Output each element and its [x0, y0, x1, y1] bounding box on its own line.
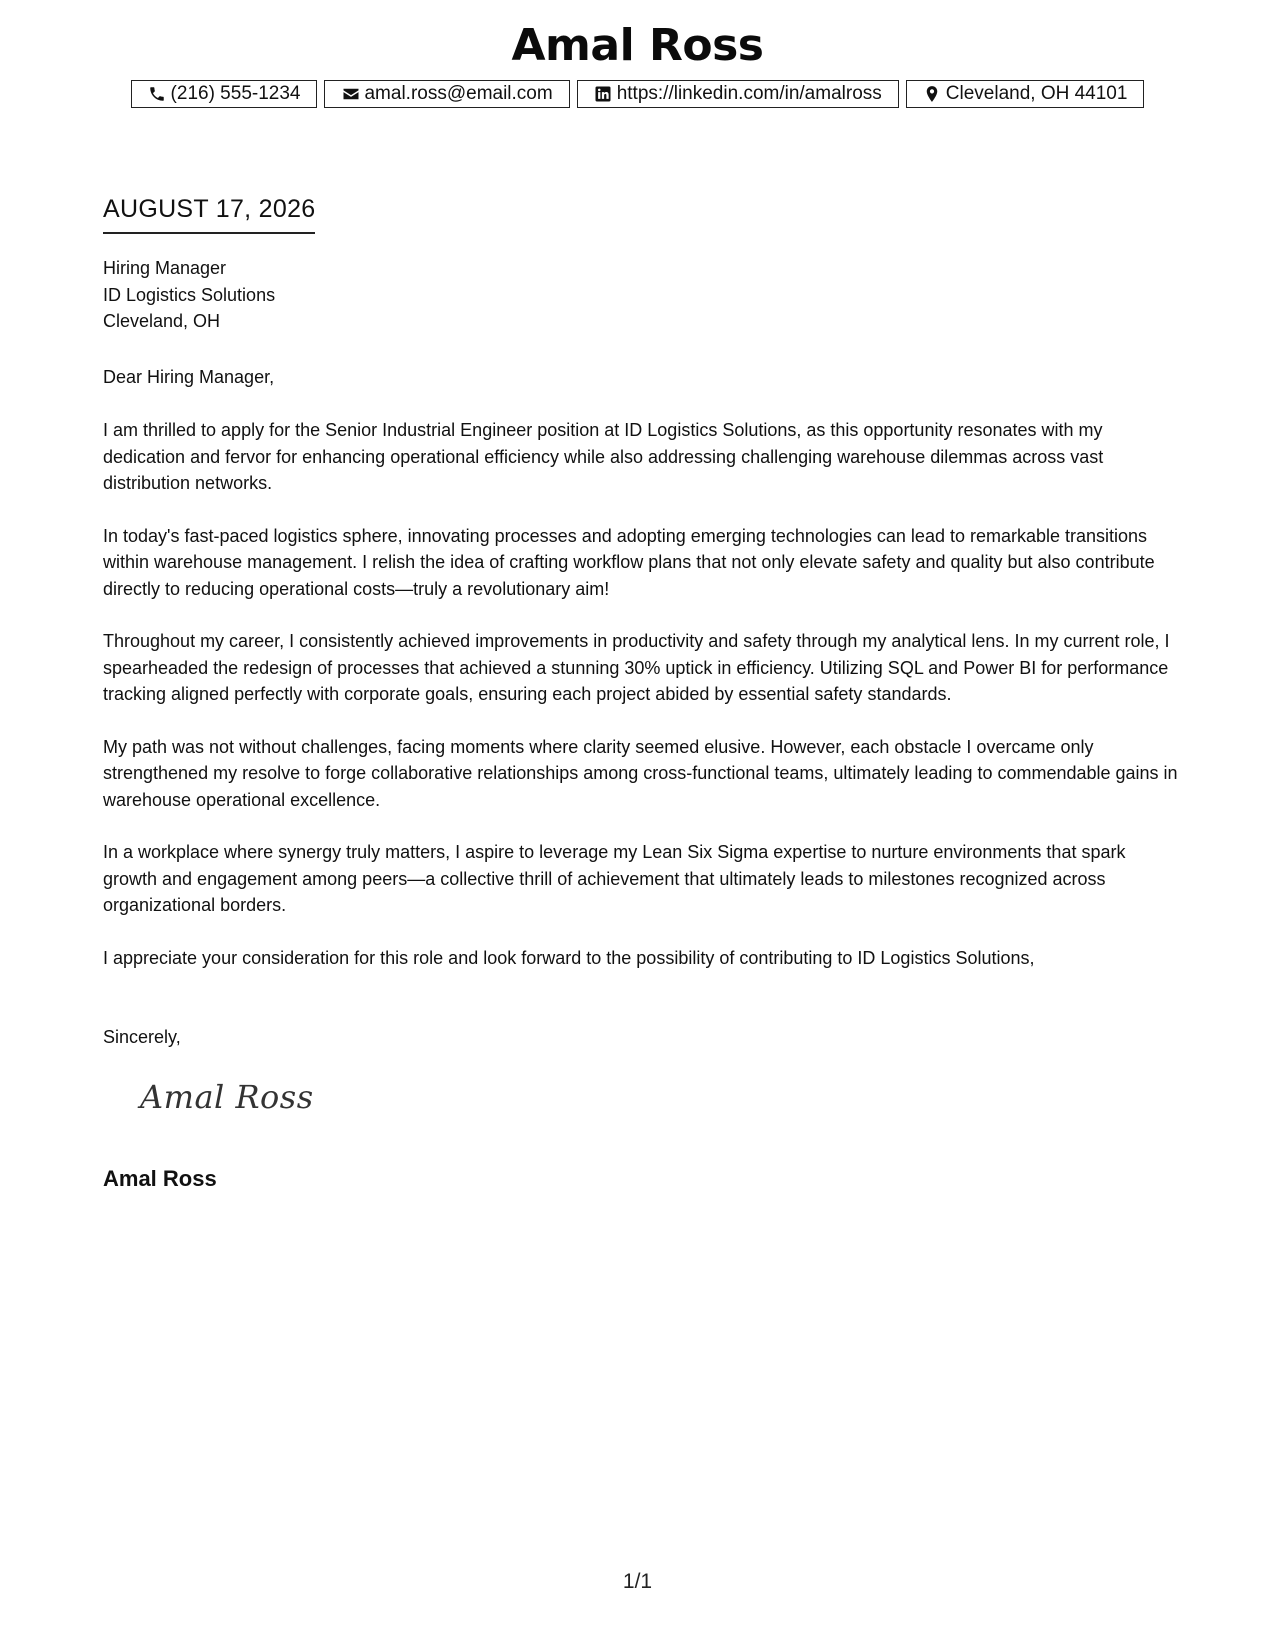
- salutation: Dear Hiring Manager,: [103, 367, 275, 387]
- body-paragraph: I appreciate your consideration for this role and look forward to the possibility of contributing to ID Logistics Solutions,: [103, 947, 1035, 968]
- body-paragraph: In a workplace where synergy truly matters, I aspire to leverage my Lean Six Sigma expertise to nurture environments that spark growth and engagement among peers—a collective thrill of achievement that ultimately leads to milestones recognized across organizational borders.: [103, 842, 1126, 915]
- location-pin-icon: [923, 85, 942, 104]
- recipient-location: Cleveland, OH: [103, 311, 221, 331]
- closing: Sincerely,: [103, 1027, 181, 1047]
- page-number: 1/1: [622, 1570, 653, 1593]
- phone-icon: [148, 85, 167, 104]
- body-paragraph: Throughout my career, I consistently achieved improvements in productivity and safety through my analytical lens. In my current role, I spearheaded the redesign of processes that achieved a stunning 30% uptick in efficiency. Utilizing SQL and Power BI for performance tracking aligned perfectly with corporate goals, ensuring each project abided by essential safety standards.: [103, 631, 1170, 704]
- contact-email[interactable]: [324, 80, 569, 108]
- phone-text: (216) 555-1234: [170, 83, 301, 104]
- signer-name: Amal Ross: [103, 1166, 217, 1191]
- email-text[interactable]: amal.ross@email.com: [364, 83, 553, 104]
- recipient-block: [103, 255, 1178, 335]
- contact-location: [906, 80, 1145, 108]
- body-paragraph: I am thrilled to apply for the Senior Industrial Engineer position at ID Logistics Solutions, as this opportunity resonates with my dedication and fervor for enhancing operational efficiency while also addressing challenging warehouse dilemmas across vast distribution networks.: [103, 420, 1104, 493]
- contact-info-row: [0, 80, 1275, 108]
- letter-date: AUGUST 17, 2026: [103, 194, 315, 234]
- contact-linkedin[interactable]: [577, 80, 899, 108]
- letter-body: [103, 417, 1178, 997]
- linkedin-text[interactable]: https://linkedin.com/in/amalross: [616, 83, 882, 104]
- body-paragraph: My path was not without challenges, facing moments where clarity seemed elusive. However, each obstacle I overcame only strengthened my resolve to forge collaborative relationships among cross-functional teams, ultimately leading to commendable gains in warehouse operational excellence.: [103, 736, 1178, 810]
- handwritten-signature: Amal Ross: [140, 1078, 314, 1116]
- recipient-company: ID Logistics Solutions: [103, 284, 276, 305]
- linkedin-icon: [594, 85, 613, 104]
- envelope-icon: [341, 85, 360, 104]
- contact-phone: [131, 80, 318, 108]
- body-paragraph: In today's fast-paced logistics sphere, innovating processes and adopting emerging technologies can lead to remarkable transitions within warehouse management. I relish the idea of crafting workflow plans that not only elevate safety and quality but also contribute directly to reducing operational costs—truly a revolutionary aim!: [103, 525, 1155, 599]
- applicant-name-heading: Amal Ross: [511, 20, 764, 71]
- location-text: Cleveland, OH 44101: [945, 83, 1128, 104]
- recipient-title: Hiring Manager: [103, 258, 227, 278]
